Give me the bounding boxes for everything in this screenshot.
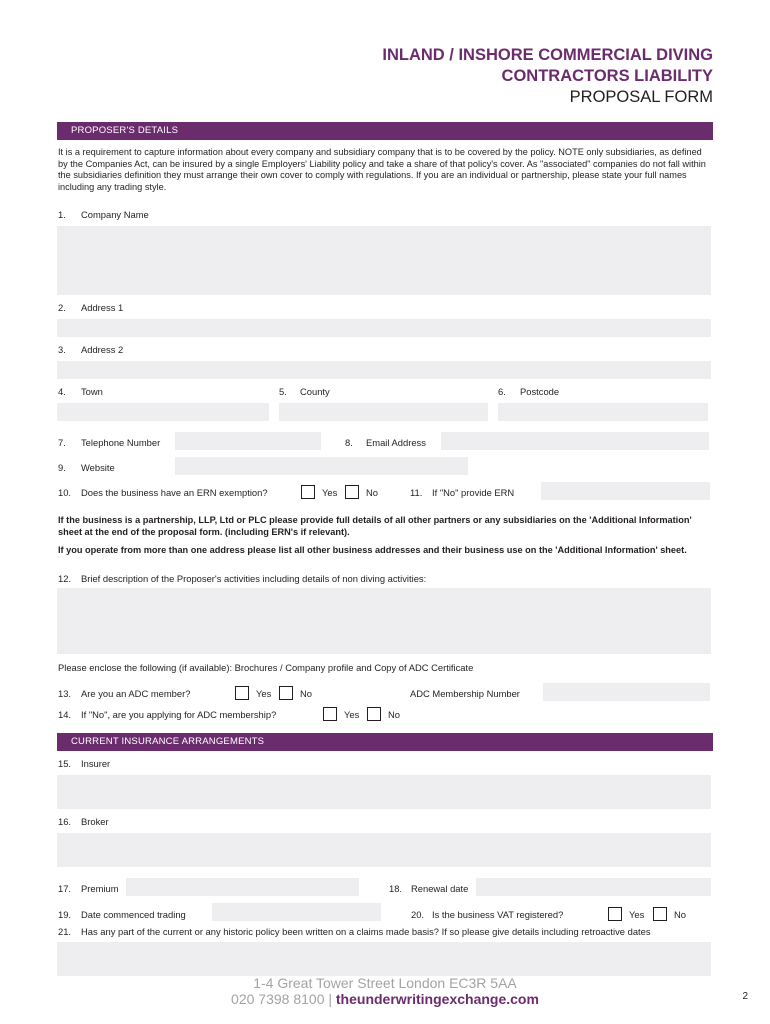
- telephone-field[interactable]: [175, 432, 321, 450]
- vat-yes-checkbox[interactable]: [608, 907, 622, 921]
- website-field[interactable]: [175, 457, 468, 475]
- q21-label: Has any part of the current or any historic policy been written on a claims made basis? If so please give details including retroactive dates: [81, 926, 651, 937]
- q3-label: Address 2: [81, 344, 124, 355]
- q20-label: Is the business VAT registered?: [432, 909, 564, 920]
- ern-field[interactable]: [541, 482, 710, 500]
- q4-number: 4.: [58, 386, 66, 397]
- email-field[interactable]: [441, 432, 709, 450]
- form-title-line2: CONTRACTORS LIABILITY: [501, 67, 713, 85]
- footer-phone: 020 7398 8100 |: [231, 991, 336, 1007]
- ern-exemption-yes-label: Yes: [322, 487, 338, 498]
- adc-applying-no-label: No: [388, 709, 400, 720]
- claims-made-field[interactable]: [57, 942, 711, 976]
- q20-number: 20.: [411, 909, 425, 920]
- q19-label: Date commenced trading: [81, 909, 186, 920]
- q16-label: Broker: [81, 816, 109, 827]
- ern-exemption-no-checkbox[interactable]: [345, 485, 359, 499]
- q6-label: Postcode: [520, 386, 560, 397]
- town-field[interactable]: [57, 403, 269, 421]
- q3-number: 3.: [58, 344, 66, 355]
- q18-number: 18.: [389, 883, 403, 894]
- addresses-note: If you operate from more than one address please list all other business addresses and their business use on the 'Additional Information' sheet.: [58, 545, 687, 555]
- q8-number: 8.: [345, 437, 353, 448]
- enclose-note: Please enclose the following (if available): Brochures / Company profile and Copy of ADC Certificate: [58, 662, 474, 673]
- address1-field[interactable]: [57, 319, 711, 337]
- premium-field[interactable]: [126, 878, 359, 896]
- address2-field[interactable]: [57, 361, 711, 379]
- q2-number: 2.: [58, 302, 66, 313]
- q13-label: Are you an ADC member?: [81, 688, 191, 699]
- q21-number: 21.: [58, 926, 72, 937]
- adc-applying-no-checkbox[interactable]: [367, 707, 381, 721]
- footer-address: 1-4 Great Tower Street London EC3R 5AA: [253, 975, 517, 991]
- q18-label: Renewal date: [411, 883, 469, 894]
- form-subtitle: PROPOSAL FORM: [569, 88, 713, 106]
- q14-number: 14.: [58, 709, 72, 720]
- q4-label: Town: [81, 386, 103, 397]
- q11-label: If "No" provide ERN: [432, 487, 515, 498]
- q12-label: Brief description of the Proposer's activities including details of non diving activities:: [81, 573, 427, 584]
- vat-yes-label: Yes: [629, 909, 645, 920]
- footer-contact: [0, 991, 770, 1007]
- q9-number: 9.: [58, 462, 66, 473]
- vat-no-checkbox[interactable]: [653, 907, 667, 921]
- q19-number: 19.: [58, 909, 72, 920]
- adc-applying-yes-label: Yes: [344, 709, 360, 720]
- partnership-note: If the business is a partnership, LLP, Ltd or PLC please provide full details of all other partners or any subsidiaries on the 'Additional Information' sheet at the end of the proposal form. (including ERN's if relevant).: [58, 515, 692, 537]
- q1-label: Company Name: [81, 209, 149, 220]
- q7-label: Telephone Number: [81, 437, 161, 448]
- q2-label: Address 1: [81, 302, 124, 313]
- vat-no-label: No: [674, 909, 686, 920]
- q15-number: 15.: [58, 758, 72, 769]
- q14-label: If "No", are you applying for ADC membership?: [81, 709, 277, 720]
- section-header-insurance: CURRENT INSURANCE ARRANGEMENTS: [57, 733, 713, 751]
- q9-label: Website: [81, 462, 115, 473]
- ern-exemption-yes-checkbox[interactable]: [301, 485, 315, 499]
- adc-member-yes-label: Yes: [256, 688, 272, 699]
- date-commenced-field[interactable]: [212, 903, 381, 921]
- q17-label: Premium: [81, 883, 119, 894]
- section-header-proposer: PROPOSER'S DETAILS: [57, 122, 713, 140]
- q13-number: 13.: [58, 688, 72, 699]
- ern-exemption-no-label: No: [366, 487, 378, 498]
- postcode-field[interactable]: [498, 403, 708, 421]
- q12-number: 12.: [58, 573, 72, 584]
- footer-website-link[interactable]: theunderwritingexchange.com: [335, 991, 539, 1007]
- adc-number-field[interactable]: [543, 683, 710, 701]
- activities-field[interactable]: [57, 588, 711, 654]
- company-name-field[interactable]: [57, 226, 711, 295]
- q10-number: 10.: [58, 487, 72, 498]
- q1-number: 1.: [58, 209, 66, 220]
- q6-number: 6.: [498, 386, 506, 397]
- adc-applying-yes-checkbox[interactable]: [323, 707, 337, 721]
- renewal-date-field[interactable]: [476, 878, 711, 896]
- q11-number: 11.: [410, 487, 423, 498]
- adc-member-yes-checkbox[interactable]: [235, 686, 249, 700]
- q5-label: County: [300, 386, 330, 397]
- form-title-line1: INLAND / INSHORE COMMERCIAL DIVING: [382, 46, 713, 64]
- q10-label: Does the business have an ERN exemption?: [81, 487, 268, 498]
- broker-field[interactable]: [57, 833, 711, 867]
- county-field[interactable]: [279, 403, 488, 421]
- adc-member-no-checkbox[interactable]: [279, 686, 293, 700]
- q5-number: 5.: [279, 386, 287, 397]
- q7-number: 7.: [58, 437, 66, 448]
- adc-member-no-label: No: [300, 688, 312, 699]
- insurer-field[interactable]: [57, 775, 711, 809]
- q8-label: Email Address: [366, 437, 426, 448]
- q15-label: Insurer: [81, 758, 111, 769]
- page-number: 2: [742, 991, 748, 1002]
- adc-number-label: ADC Membership Number: [410, 688, 520, 699]
- q16-number: 16.: [58, 816, 72, 827]
- q17-number: 17.: [58, 883, 72, 894]
- intro-paragraph: It is a requirement to capture information about every company and subsidiary company that is to be covered by the policy. NOTE only subsidiaries, as defined by the Companies Act, can be insured by a single Employers' Liability policy and take a share of that policy's cover. As "associated" companies do not fall within the subsidiaries definition they must arrange their own cover to comply with regulations. If you are an individual or partnership, please state your full names including any trading style.: [58, 147, 706, 192]
